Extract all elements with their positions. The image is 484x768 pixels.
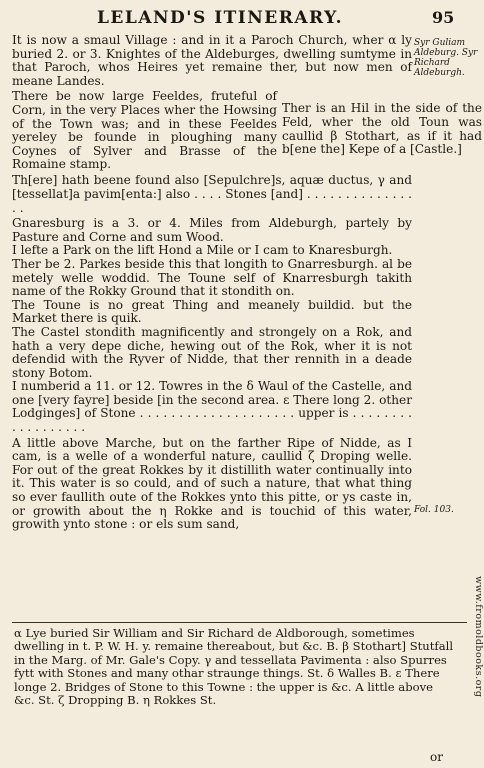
paragraph: Th[ere] hath beene found also [Sepulchre]s, aquæ ductus, γ and [tessellat]a pavim[enta:] also . . . . Stones [and] . . . . . . . . . . . . . . . .: [12, 173, 412, 215]
paragraph: It is now a smaul Village : and in it a Paroch Church, wher α ly buried 2. or 3. Knightes of the Aldeburges, dwelling sumtyme in that Paroch, whos Heires yet remaine ther, but now men of meane Landes.: [12, 33, 412, 88]
watermark: www.fromoldbooks.org: [473, 576, 484, 698]
page-number: 95: [432, 8, 455, 27]
paragraph: There be now large Feeldes, fruteful of Corn, in the very Places wher the Howsing of the Town was; and in these Feeldes yereley be founde in ploughing many Coynes of Sylver and Brasse of the Romaine stamp.: [12, 89, 277, 172]
paragraph: Ther be 2. Parkes beside this that longith to Gnarresburgh. al be metely welle woddid. The Toune self of Knarresburgh takith name of the Rokky Ground that it stondith on.: [12, 256, 412, 299]
paragraph: The Castel stondith magnificently and strongely on a Rok, and hath a very depe diche, hewing out of the Rok, wher it is not defendid with the Ryver of Nidde, that ther rennith in a deade stony Botom.: [12, 324, 412, 380]
paragraph: A little above Marche, but on the farther Ripe of Nidde, as I cam, is a welle of a wonderful nature, caullid ζ Droping welle. For out of the great Rokkes by it distillith water continually into it. This water is so could, and of such a nature, that what thing so ever faullith oute of the Rokkes ynto this pitte, or ys caste in, or growith about the η Rokke and is touchid of this water, growith ynto stone : or els sum sand,: [12, 435, 412, 532]
footnote: α Lye buried Sir William and Sir Richard de Aldborough, sometimes dwelling in t. P. W. H. y. remaine thereabout, but &c. B. β Stothart] Stutfall in the Marg. of Mr. Gale's Copy. γ and tessellata Pavimenta : also Spurres fytt with Stones and many othar straunge things. St. δ Walles B. ε There longe 2. Bridges of Stone to this Towne : the upper is &c. A little above &c. St. ζ Dropping B. η Rokkes St.: [14, 626, 454, 708]
margin-note: Fol. 103.: [414, 505, 454, 515]
two-column-block: [12, 89, 482, 172]
footnotes: [14, 627, 454, 707]
margin-note: Syr Guliam Aldeburg. Syr Richard Aldeburgh.: [414, 38, 478, 78]
catchword: or: [430, 750, 443, 764]
footnote-divider: [12, 622, 467, 623]
paragraph: Gnaresburg is a 3. or 4. Miles from Aldeburgh, partely by Pasture and Corne and sum Wood.: [12, 216, 412, 244]
running-title: LELAND'S ITINERARY.: [96, 8, 344, 28]
running-header: [0, 8, 484, 32]
paragraph: The Toune is no great Thing and meanely buildid. but the Market there is quik.: [12, 297, 412, 326]
paragraph: I numberid a 11. or 12. Towres in the δ Waul of the Castelle, and one [very fayre] beside [in the second area. ε There long 2. other Lodginges] of Stone . . . . . . . . . . . . . . . . . . . . upper is . . . . . . . . . . . . . . . . . .: [12, 379, 412, 435]
paragraph: Ther is an Hil in the side of the Feld, wher the old Toun was caullid β Stothart, as if it had b[ene the] Kepe of a [Castle.]: [282, 101, 482, 157]
paragraph: I lefte a Park on the lift Hond a Mile or I cam to Knaresburgh.: [12, 243, 393, 258]
